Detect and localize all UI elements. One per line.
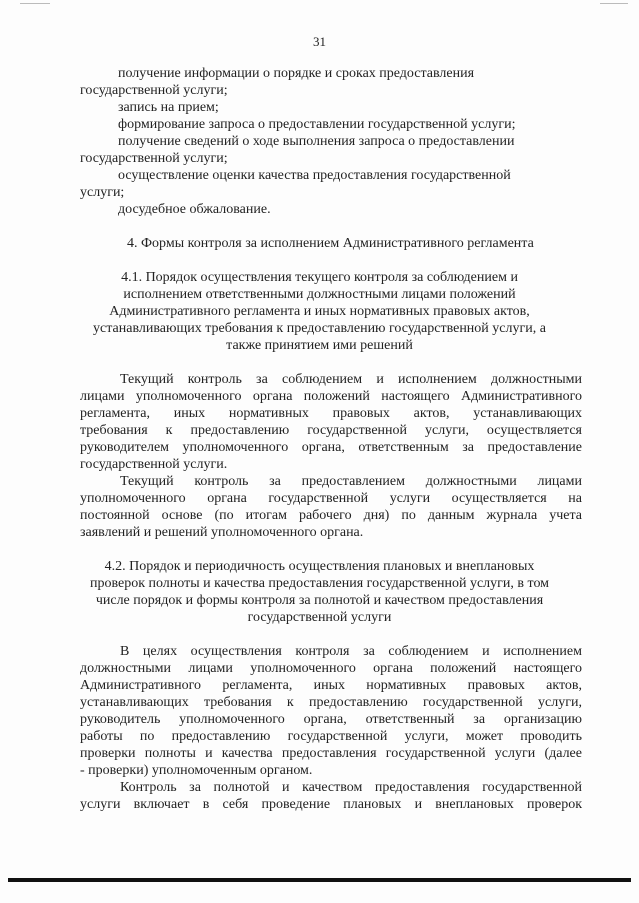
section-heading: 4. Формы контроля за исполнением Административного регламента xyxy=(127,236,534,251)
list-item: досудебное обжалование. xyxy=(118,202,271,217)
paragraph-line: руководитель уполномоченного органа, ответственный за организацию xyxy=(80,712,582,727)
paragraph-line: Административного регламента, иных нормативных правовых актов, xyxy=(80,678,582,693)
subsection-heading-line: 4.2. Порядок и периодичность осуществления плановых и внеплановых xyxy=(104,559,535,574)
paragraph-line: заявлений и решений уполномоченного органа. xyxy=(80,525,364,540)
paragraph-line: Текущий контроль за соблюдением и исполнением должностными xyxy=(120,372,582,387)
paragraph-line: должностными лицами уполномоченного органа положений настоящего xyxy=(80,661,582,676)
paragraph-line: В целях осуществления контроля за соблюдением и исполнением xyxy=(120,644,582,659)
list-item: получение информации о порядке и сроках предоставления xyxy=(118,66,475,81)
scan-artifact xyxy=(600,3,628,4)
list-item: формирование запроса о предоставлении государственной услуги; xyxy=(118,117,516,132)
paragraph-line: государственной услуги. xyxy=(80,457,228,472)
list-item: осуществление оценки качества предоставления государственной xyxy=(118,168,511,183)
subsection-heading-line: также принятием ими решений xyxy=(226,338,413,353)
paragraph-line: устанавливающих требования к предоставлению государственной услуги, xyxy=(80,695,582,710)
paragraph-line: руководителем уполномоченного органа, ответственным за предоставление xyxy=(80,440,582,455)
paragraph-line: регламента, иных нормативных правовых актов, устанавливающих xyxy=(80,406,582,421)
paragraph-line: - проверки) уполномоченным органом. xyxy=(80,763,313,778)
subsection-heading-line: 4.1. Порядок осуществления текущего контроля за соблюдением и xyxy=(121,270,518,285)
paragraph-line: лицами уполномоченного органа положений настоящего Административного xyxy=(80,389,582,404)
paragraph-line: требования к предоставлению государственной услуги, осуществляется xyxy=(80,423,582,438)
subsection-heading-line: исполнением ответственными должностными лицами положений xyxy=(123,287,516,302)
paragraph-line: услуги включает в себя проведение плановых и внеплановых проверок xyxy=(80,797,582,812)
subsection-heading-line: государственной услуги xyxy=(247,610,392,625)
list-item-continuation: государственной услуги; xyxy=(80,83,228,98)
subsection-heading-line: устанавливающих требования к предоставлению государственной услуги, а xyxy=(93,321,546,336)
subsection-heading-line: числе порядок и формы контроля за полнотой и качеством предоставления xyxy=(95,593,544,608)
list-item: получение сведений о ходе выполнения запроса о предоставлении xyxy=(118,134,515,149)
scan-artifact xyxy=(20,3,50,4)
paragraph-line: проверки полноты и качества предоставления государственной услуги (далее xyxy=(80,746,582,761)
list-item-continuation: услуги; xyxy=(80,185,125,200)
scan-edge-line xyxy=(8,878,631,882)
paragraph-line: постоянной основе (по итогам рабочего дня) по данным журнала учета xyxy=(80,508,582,523)
page-number: 31 xyxy=(313,34,326,49)
subsection-heading-line: Административного регламента и иных нормативных правовых актов, xyxy=(109,304,530,319)
paragraph-line: уполномоченного органа государственной услуги осуществляется на xyxy=(80,491,582,506)
paragraph-line: Контроль за полнотой и качеством предоставления государственной xyxy=(120,780,582,795)
paragraph-line: Текущий контроль за предоставлением должностными лицами xyxy=(120,474,582,489)
list-item-continuation: государственной услуги; xyxy=(80,151,228,166)
paragraph-line: работы по предоставлению государственной услуги, может проводить xyxy=(80,729,582,744)
subsection-heading-line: проверок полноты и качества предоставления государственной услуги, в том xyxy=(89,576,550,591)
list-item: запись на прием; xyxy=(118,100,219,115)
